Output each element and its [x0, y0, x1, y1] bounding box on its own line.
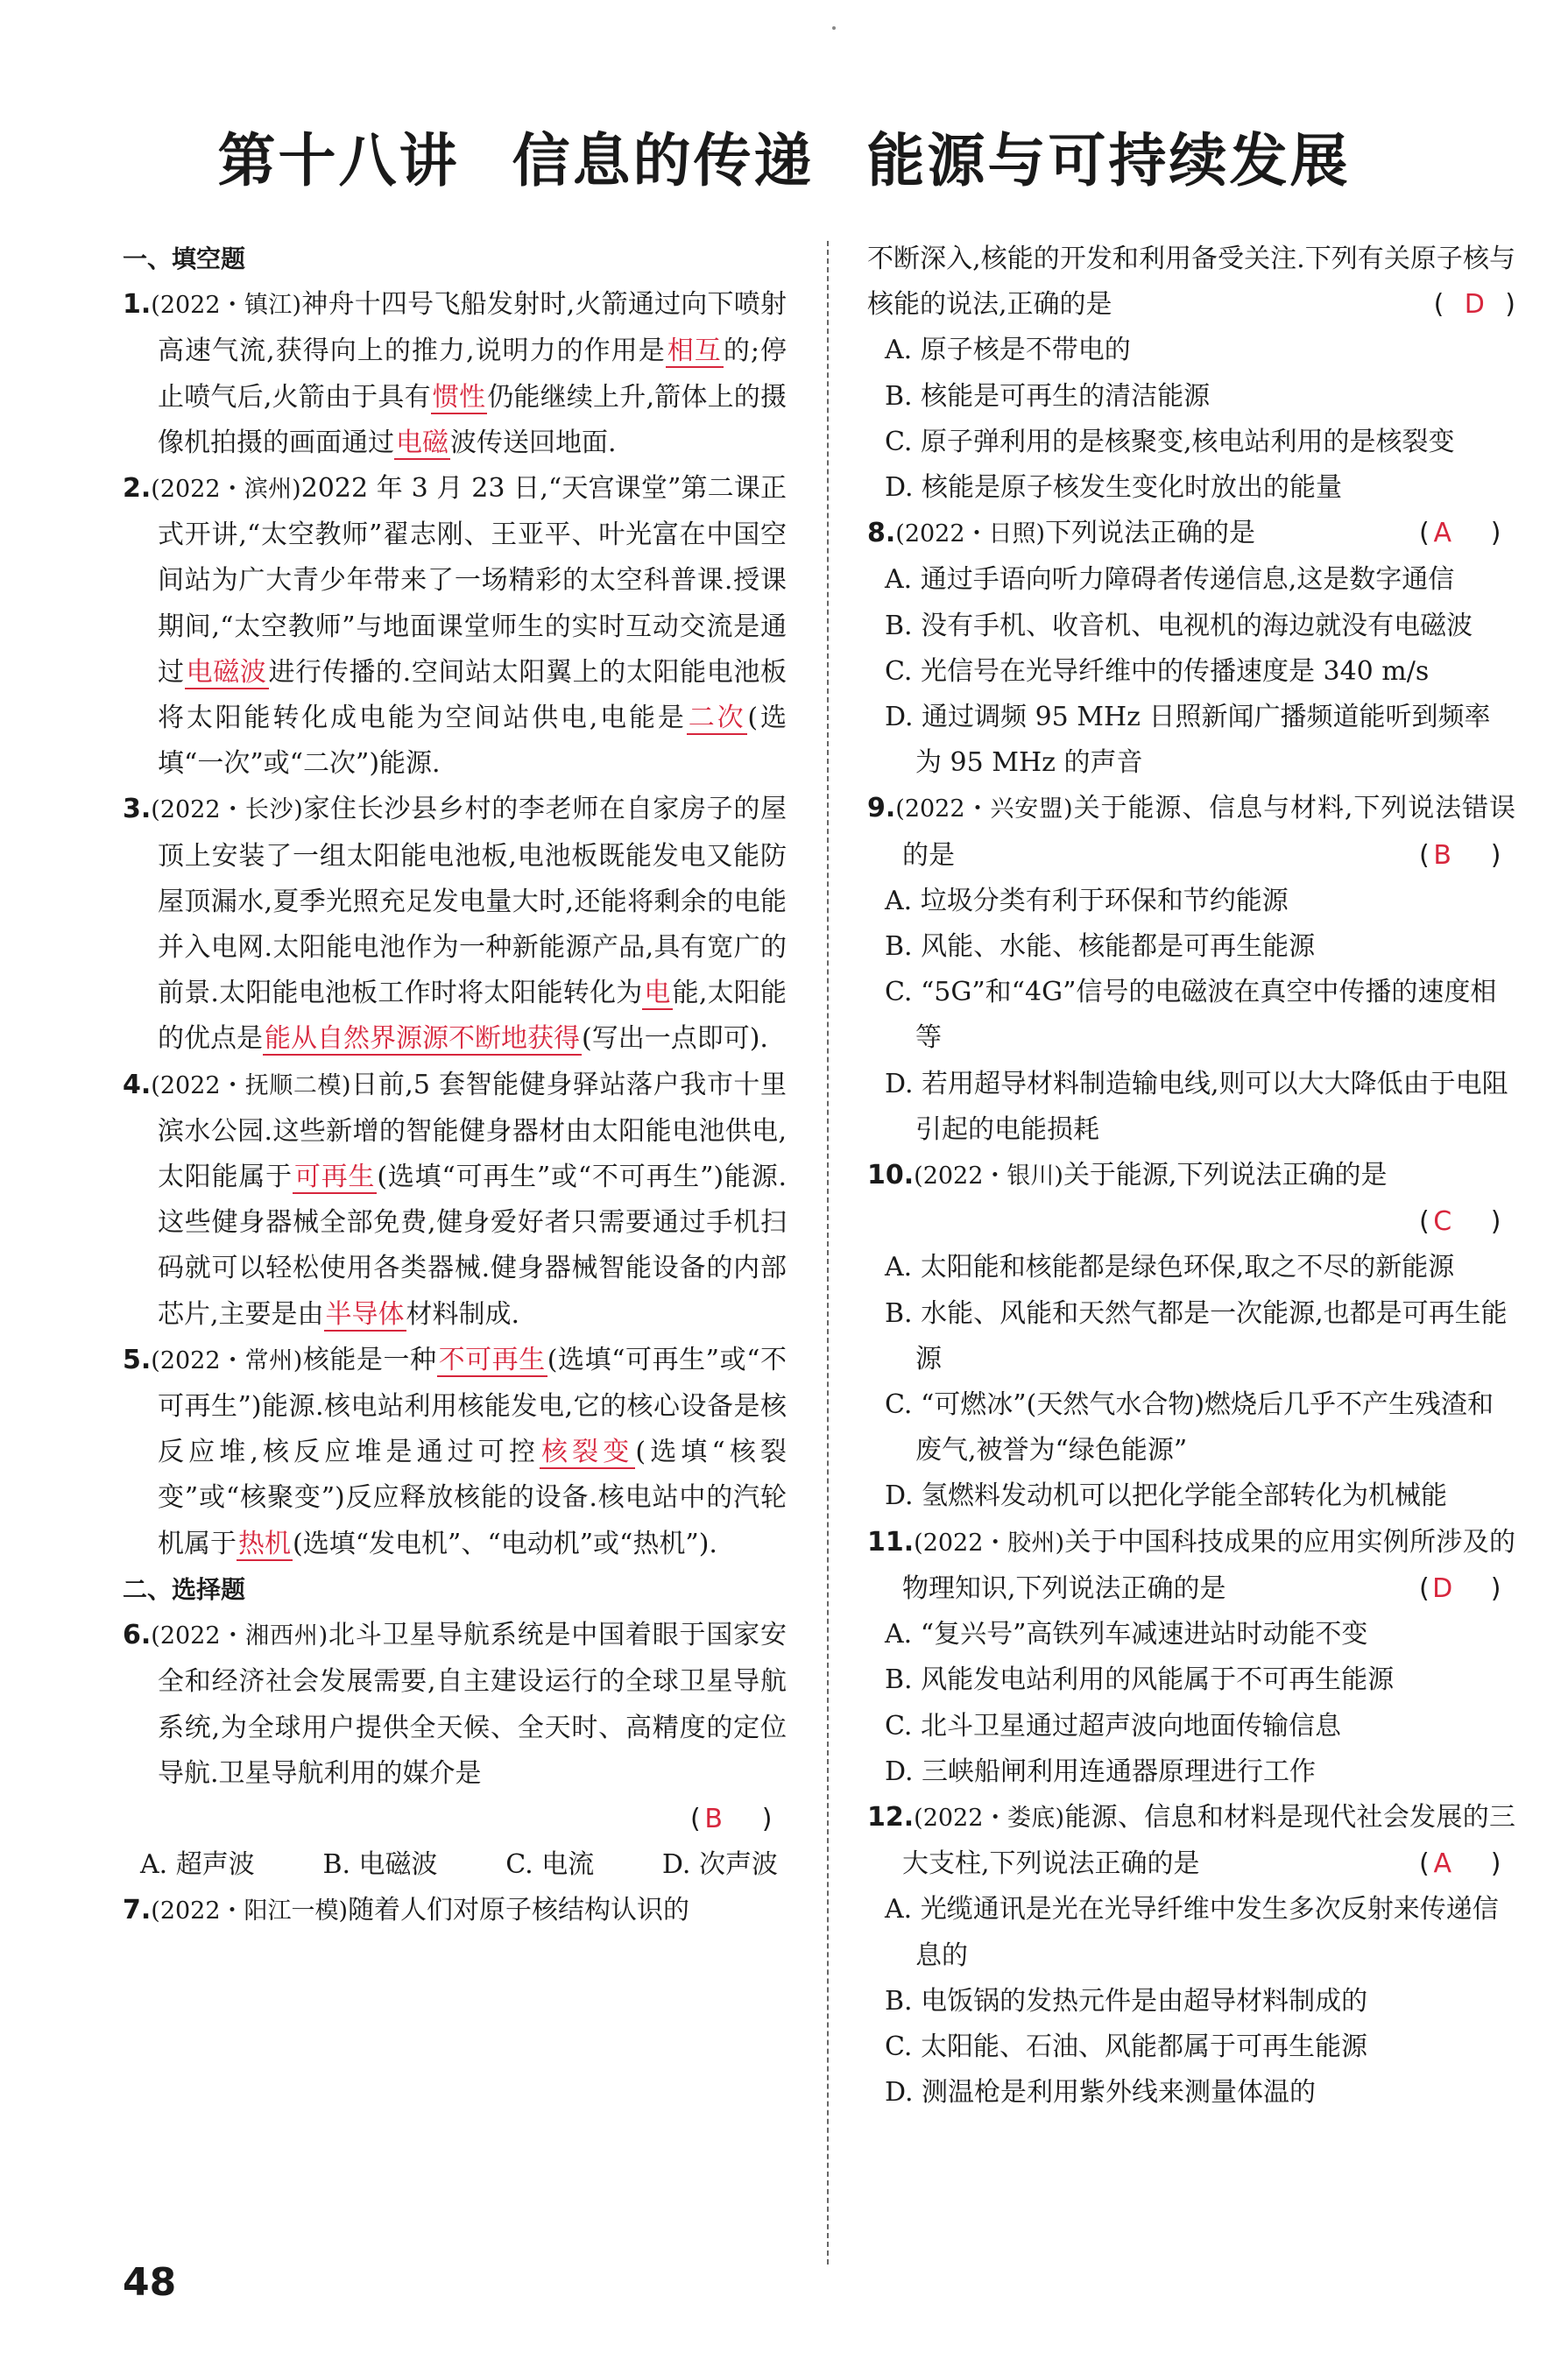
option-b: B. 风能、水能、核能都是可再生能源 — [885, 931, 1316, 963]
option-a: A. 太阳能和核能都是绿色环保,取之不尽的新能源 — [885, 1252, 1455, 1283]
answer-blank: 电磁 — [396, 427, 449, 458]
answer-blank: 能从自然界源源不断地获得 — [265, 1023, 580, 1055]
answer-blank: 电 — [644, 978, 671, 1009]
question-3: 3.(2022・长沙)家住长沙县乡村的李老师在自家房子的屋顶上安装了一组太阳能电池板,电池板既能发电又能防屋顶漏水,夏季光照充足发电量大时,还能将剩余的电能并入电网.太阳能电池作为一种新能源产品,具有宽广的前景.太阳能电池板工作时将太阳能转化为电能,太阳能的优点是能从自然界源源不断地获得(写出一点即可). — [123, 794, 788, 1055]
question-8: 8.(2022・日照)下列说法正确的是 ( A ) — [867, 511, 1515, 557]
option-c: C. 北斗卫星通过超声波向地面传输信息 — [885, 1710, 1341, 1742]
option-d: D. 三峡船闸利用连通器原理进行工作 — [885, 1756, 1317, 1787]
option-c: C. 电流 — [505, 1849, 595, 1881]
question-7-continued: 不断深入,核能的开发和利用备受关注.下列有关原子核与核能的说法,正确的是 ( D ) — [867, 237, 1515, 328]
question-6-options — [123, 1842, 787, 1888]
answer-blank: 二次 — [688, 703, 746, 734]
column-divider — [827, 241, 829, 2264]
top-dot — [832, 26, 836, 30]
answer-letter: B — [1433, 839, 1452, 871]
answer-paren: ( A ) — [1454, 511, 1515, 556]
option-b: B. 风能发电站利用的风能属于不可再生能源 — [885, 1664, 1395, 1696]
option-b: B. 没有手机、收音机、电视机的海边就没有电磁波 — [885, 610, 1473, 641]
title-topic-1: 信息的传递 — [512, 126, 815, 194]
answer-blank: 核裂变 — [541, 1437, 634, 1468]
option-b: B. 电磁波 — [322, 1849, 438, 1881]
question-10: 10.(2022・银川)关于能源,下列说法正确的是 ( C ) — [867, 1153, 1515, 1245]
title-lecture: 第十八讲 — [217, 126, 460, 194]
right-column — [867, 237, 1515, 2116]
answer-blank: 半导体 — [325, 1298, 405, 1330]
answer-letter: A — [1433, 518, 1451, 549]
option-a: A. 超声波 — [140, 1849, 255, 1881]
option-a: A. 光缆通讯是光在光导纤维中发生多次反射来传递信息的 — [885, 1894, 1499, 1971]
question-9: 9.(2022・兴安盟)关于能源、信息与材料,下列说法错误的是 ( B ) — [867, 786, 1515, 878]
option-c: C. “可燃冰”(天然气水合物)燃烧后几乎不产生残渣和废气,被誉为“绿色能源” — [885, 1389, 1494, 1466]
option-a: A. 垃圾分类有利于环保和节约能源 — [885, 885, 1289, 916]
option-b: B. 水能、风能和天然气都是一次能源,也都是可再生能源 — [885, 1297, 1508, 1374]
option-d: D. 核能是原子核发生变化时放出的能量 — [885, 472, 1343, 504]
option-c: C. 原子弹利用的是核聚变,核电站利用的是核裂变 — [885, 426, 1455, 457]
left-column — [123, 237, 787, 1935]
answer-paren: ( B ) — [1454, 833, 1515, 879]
answer-blank: 不可再生 — [438, 1344, 546, 1375]
page-number: 48 — [123, 2260, 177, 2305]
answer-paren: ( B ) — [725, 1797, 787, 1842]
answer-blank: 可再生 — [293, 1162, 376, 1193]
answer-letter: A — [1433, 1848, 1451, 1880]
option-d: D. 测温枪是利用紫外线来测量体温的 — [885, 2077, 1317, 2109]
option-c: C. 光信号在光导纤维中的传播速度是 340 m/s — [885, 655, 1430, 687]
answer-blank: 惯性 — [432, 381, 486, 413]
option-c: C. “5G”和“4G”信号的电磁波在真空中传播的速度相等 — [885, 977, 1497, 1054]
answer-letter: B — [704, 1803, 724, 1834]
answer-letter: D — [1464, 289, 1485, 321]
option-b: B. 电饭锅的发热元件是由超导材料制成的 — [885, 1985, 1368, 2017]
answer-blank: 电磁波 — [186, 656, 267, 688]
question-12: 12.(2022・娄底)能源、信息和材料是现代社会发展的三大支柱,下列说法正确的是 ( A ) — [867, 1795, 1515, 1887]
option-a: A. 通过手语向听力障碍者传递信息,这是数字通信 — [885, 564, 1455, 596]
page-title — [0, 114, 1568, 197]
option-a: A. 原子核是不带电的 — [885, 335, 1131, 366]
option-d: D. 氢燃料发动机可以把化学能全部转化为机械能 — [885, 1480, 1448, 1512]
option-d: D. 通过调频 95 MHz 日照新闻广播频道能听到频率为 95 MHz 的声音 — [885, 702, 1491, 779]
option-d: D. 若用超导材料制造输电线,则可以大大降低由于电阻引起的电能损耗 — [885, 1068, 1508, 1145]
answer-paren: ( A ) — [1454, 1841, 1515, 1887]
option-a: A. “复兴号”高铁列车减速进站时动能不变 — [885, 1619, 1368, 1650]
question-4: 4.(2022・抚顺二模)日前,5 套智能健身驿站落户我市十里滨水公园.这些新增的智能健身器材由太阳能电池供电,太阳能属于可再生(选填“可再生”或“不可再生”)能源.这些健身器械全部免费,健身爱好者只需要通过手机扫码就可以轻松使用各类器械.健身器械智能设备的内部芯片,主要是由半导体材料制成. — [123, 1069, 788, 1330]
question-2: 2.(2022・滨州)2022 年 3 月 23 日,“天宫课堂”第二课正式开讲,“太空教师”翟志刚、王亚平、叶光富在中国空间站为广大青少年带来了一场精彩的太空科普课.授课期间,“太空教师”与地面课堂师生的实时互动交流是通过电磁波进行传播的.空间站太阳翼上的太阳能电池板将太阳能转化成电能为空间站供电,电能是二次(选填“一次”或“二次”)能源. — [123, 473, 788, 780]
option-c: C. 太阳能、石油、风能都属于可再生能源 — [885, 2031, 1367, 2062]
answer-paren: ( D ) — [1434, 282, 1515, 328]
question-1: 1.(2022・镇江)神舟十四号飞船发射时,火箭通过向下喷射高速气流,获得向上的推力,说明力的作用是相互的;停止喷气后,火箭由于具有惯性仍能继续上升,箭体上的摄像机拍摄的画面通过电磁波传送回地面. — [123, 289, 788, 458]
option-b: B. 核能是可再生的清洁能源 — [885, 380, 1211, 412]
question-5: 5.(2022・常州)核能是一种不可再生(选填“可再生”或“不可再生”)能源.核电站利用核能发电,它的核心设备是核反应堆,核反应堆是通过可控核裂变(选填“核裂变”或“核聚变”)反应释放核能的设备.核电站中的汽轮机属于热机(选填“发电机”、“电动机”或“热机”). — [123, 1344, 788, 1559]
answer-paren: ( C ) — [1454, 1199, 1515, 1245]
question-6: 6.(2022・湘西州)北斗卫星导航系统是中国着眼于国家安全和经济社会发展需要,自主建设运行的全球卫星导航系统,为全球用户提供全天候、全天时、高精度的定位导航.卫星导航利用的媒介是 ( B ) — [123, 1613, 787, 1842]
title-topic-2: 能源与可持续发展 — [866, 126, 1351, 194]
option-d: D. 次声波 — [661, 1849, 778, 1881]
answer-letter: C — [1433, 1206, 1452, 1238]
question-7-start: 7.(2022・阳江一模)随着人们对原子核结构认识的 — [123, 1895, 690, 1926]
answer-letter: D — [1432, 1572, 1453, 1604]
section-multiple-choice: 二、选择题 — [123, 1574, 246, 1604]
answer-paren: ( D ) — [1454, 1566, 1515, 1612]
section-fill-blank: 一、填空题 — [123, 244, 246, 273]
question-11: 11.(2022・胶州)关于中国科技成果的应用实例所涉及的物理知识,下列说法正确的是 ( D ) — [867, 1520, 1515, 1612]
answer-blank: 相互 — [667, 336, 722, 367]
answer-blank: 热机 — [238, 1528, 291, 1559]
